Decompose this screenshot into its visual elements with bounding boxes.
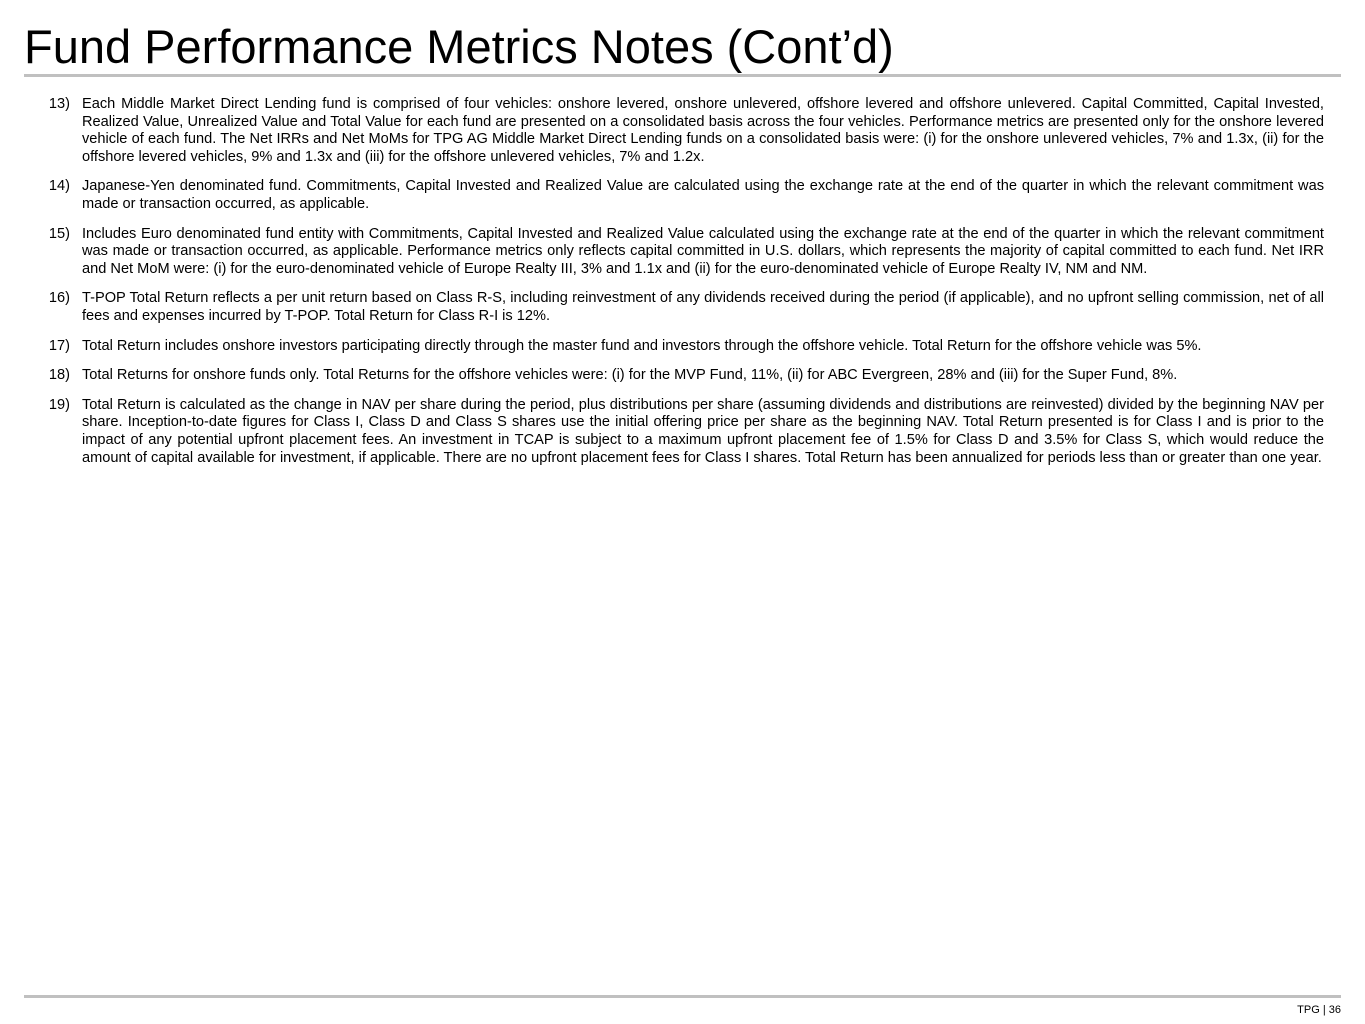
note-16	[24, 290, 1324, 325]
note-text: Total Return includes onshore investors participating directly through the master fund and investors through the offshore vehicle. Total Return for the offshore vehicle was 5%.	[82, 337, 1202, 354]
note-19	[24, 397, 1324, 467]
note-text: Each Middle Market Direct Lending fund is comprised of four vehicles: onshore levered, onshore unlevered, offshore levered and offshore unlevered. Capital Committed, Capital Invested, Realized Value, Unrealized Value and Total Value for each fund are presented on a consolidated basis across the four vehicles. Performance metrics are presented only for the onshore levered vehicle of each fund. The Net IRRs and Net MoMs for TPG AG Middle Market Direct Lending funds on a consolidated basis were: (i) for the onshore unlevered vehicles, 7% and 1.3x, (ii) for the offshore levered vehicles, 9% and 1.3x and (iii) for the offshore unlevered vehicles, 7% and 1.2x.	[82, 96, 1324, 165]
page-title: Fund Performance Metrics Notes (Cont’d)	[24, 20, 894, 73]
notes-list	[24, 96, 1324, 479]
note-18	[24, 367, 1324, 385]
note-text: Includes Euro denominated fund entity with Commitments, Capital Invested and Realized Value calculated using the exchange rate at the end of the quarter in which the relevant commitment was made or transaction occurred, as applicable. Performance metrics only reflects capital committed in U.S. dollars, which represents the majority of capital committed to each fund. Net IRR and Net MoM were: (i) for the euro-denominated vehicle of Europe Realty III, 3% and 1.1x and (ii) for the euro-denominated vehicle of Europe Realty IV, NM and NM.	[82, 225, 1324, 277]
note-text: Total Returns for onshore funds only. Total Returns for the offshore vehicles were: (i) for the MVP Fund, 11%, (ii) for ABC Evergreen, 28% and (iii) for the Super Fund, 8%.	[82, 367, 1178, 384]
note-13	[24, 96, 1324, 166]
page-number: TPG | 36	[1297, 1004, 1341, 1016]
title-divider	[24, 74, 1341, 77]
note-number: 17)	[48, 337, 70, 354]
note-15	[24, 226, 1324, 279]
note-text: T-POP Total Return reflects a per unit return based on Class R-S, including reinvestment of any dividends received during the period (if applicable), and no upfront selling commission, net of all fees and expenses incurred by T-POP. Total Return for Class R-I is 12%.	[82, 290, 1324, 324]
note-text: Japanese-Yen denominated fund. Commitments, Capital Invested and Realized Value are calculated using the exchange rate at the end of the quarter in which the relevant commitment was made or transaction occurred, as applicable.	[82, 178, 1324, 212]
note-number: 13)	[48, 96, 70, 112]
note-number: 18)	[48, 367, 70, 384]
note-number: 15)	[48, 225, 70, 242]
note-number: 14)	[48, 178, 70, 195]
note-14	[24, 178, 1324, 213]
note-number: 19)	[48, 396, 70, 413]
footer-divider	[24, 995, 1341, 998]
note-text: Total Return is calculated as the change in NAV per share during the period, plus distributions per share (assuming dividends and distributions are reinvested) divided by the beginning NAV per share. Inception-to-date figures for Class I, Class D and Class S shares use the initial offering price per share as the beginning NAV. Total Return presented is for Class I and is prior to the impact of any potential upfront placement fees. An investment in TCAP is subject to a maximum upfront placement fee of 1.5% for Class D and 3.5% for Class S, which would reduce the amount of capital available for investment, if applicable. There are no upfront placement fees for Class I shares. Total Return has been annualized for periods less than or greater than one year.	[82, 396, 1324, 466]
note-number: 16)	[48, 290, 70, 307]
note-17	[24, 338, 1324, 356]
